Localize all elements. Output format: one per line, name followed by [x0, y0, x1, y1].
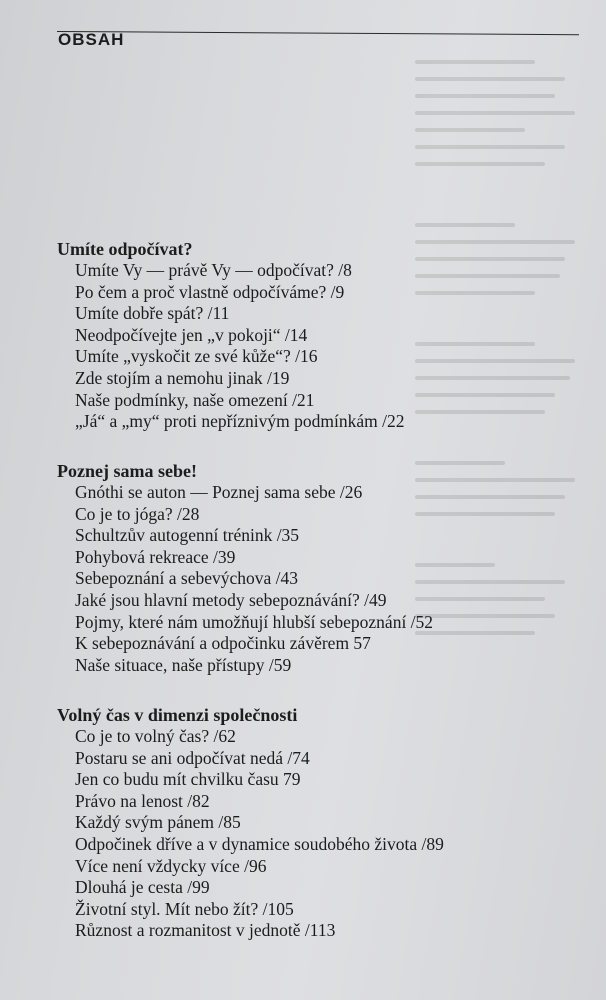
bleed-through-text	[415, 60, 585, 700]
toc-entry: Životní styl. Mít nebo žít? /105	[75, 898, 294, 919]
toc-entry: Pojmy, které nám umožňují hlubší sebepoznání /52	[75, 611, 434, 632]
toc-entry: Právo na lenost /82	[75, 790, 210, 811]
entry-list	[57, 260, 405, 433]
toc-entry: Gnóthi se auton — Poznej sama sebe /26	[75, 482, 363, 502]
section-poznej-sama-sebe	[57, 460, 433, 676]
header-rule	[57, 31, 579, 35]
toc-entry: Odpočinek dříve a v dynamice soudobého života /89	[75, 833, 444, 854]
toc-entry: K sebepoznávání a odpočinku závěrem 57	[75, 633, 371, 654]
toc-entry: „Já“ a „my“ proti nepříznivým podmínkám /22	[75, 411, 405, 432]
toc-entry: Co je to volný čas? /62	[75, 726, 236, 746]
section-title: Poznej sama sebe!	[57, 461, 197, 481]
toc-entry: Jaké jsou hlavní metody sebepoznávání? /49	[75, 589, 387, 610]
toc-entry: Různost a rozmanitost v jednotě /113	[75, 920, 336, 941]
toc-entry: Postaru se ani odpočívat nedá /74	[75, 747, 310, 768]
toc-entry: Pohybová rekreace /39	[75, 546, 236, 567]
entry-list	[57, 482, 433, 676]
section-title: Volný čas v dimenzi společnosti	[57, 705, 298, 725]
toc-entry: Umíte Vy — právě Vy — odpočívat? /8	[75, 260, 352, 280]
section-title: Umíte odpočívat?	[57, 239, 193, 259]
toc-entry: Sebepoznání a sebevýchova /43	[75, 568, 299, 589]
toc-entry: Více není vždycky více /96	[75, 855, 267, 876]
toc-entry: Schultzův autogenní trénink /35	[75, 525, 300, 546]
toc-entry: Co je to jóga? /28	[75, 503, 200, 524]
toc-entry: Zde stojím a nemohu jinak /19	[75, 367, 290, 388]
toc-entry: Po čem a proč vlastně odpočíváme? /9	[75, 281, 345, 302]
toc-entry: Každý svým pánem /85	[75, 812, 241, 833]
toc-entry: Umíte „vyskočit ze své kůže“? /16	[75, 346, 318, 367]
page-heading: OBSAH	[58, 30, 125, 49]
toc-entry: Naše podmínky, naše omezení /21	[75, 389, 315, 410]
toc-entry: Naše situace, naše přístupy /59	[75, 654, 292, 675]
section-umite-odpocivat	[57, 238, 405, 433]
toc-entry: Umíte dobře spát? /11	[75, 303, 230, 324]
toc-entry: Neodpočívejte jen „v pokoji“ /14	[75, 324, 308, 345]
section-volny-cas	[57, 704, 444, 942]
toc-entry: Dlouhá je cesta /99	[75, 877, 210, 898]
toc-entry: Jen co budu mít chvilku času 79	[75, 769, 301, 790]
entry-list	[57, 726, 444, 942]
